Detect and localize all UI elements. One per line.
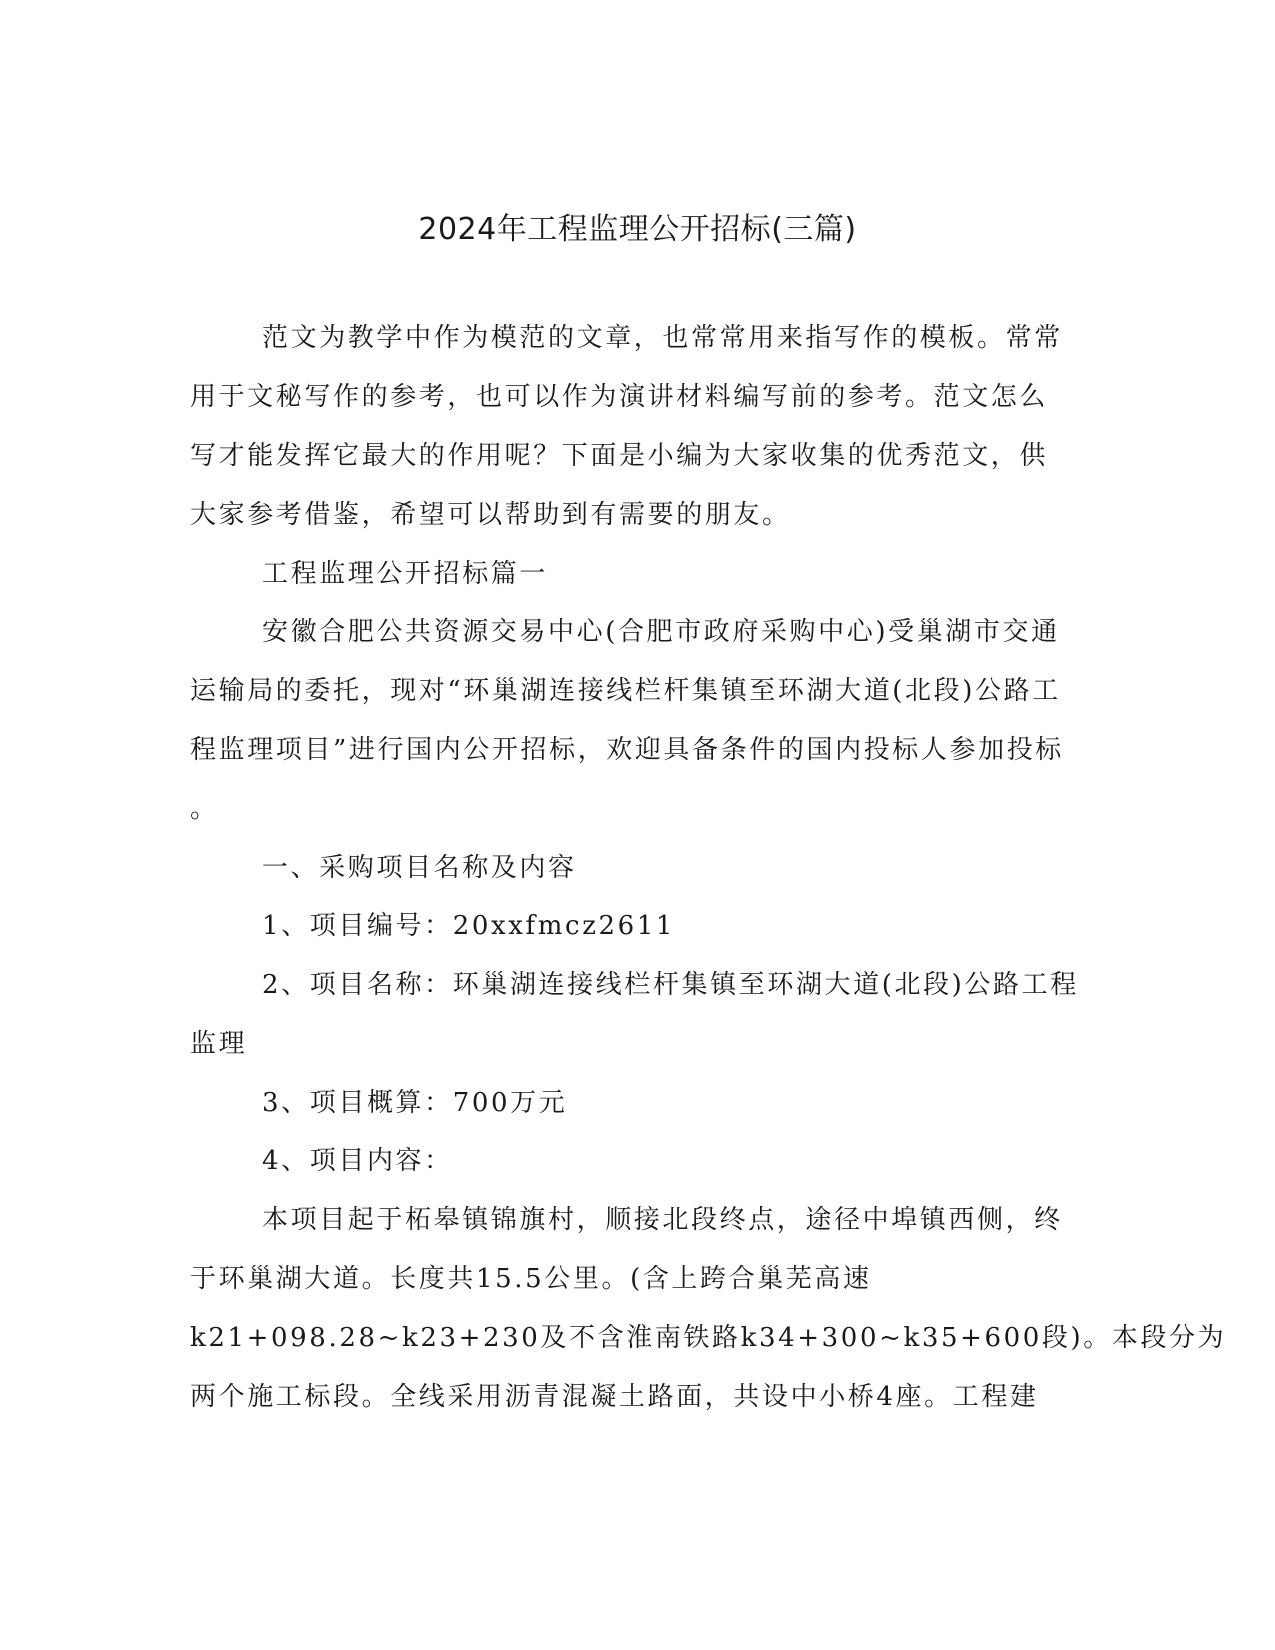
list-item: 4、项目内容： — [262, 1146, 453, 1176]
paragraph-line: 用于文秘写作的参考，也可以作为演讲材料编写前的参考。范文怎么 — [190, 382, 1049, 412]
list-item-continuation: 监理 — [190, 1029, 248, 1059]
document-title: 2024年工程监理公开招标(三篇) — [418, 212, 857, 247]
paragraph-line: 写才能发挥它最大的作用呢？下面是小编为大家收集的优秀范文，供 — [190, 441, 1049, 471]
paragraph-line: 范文为教学中作为模范的文章，也常常用来指写作的模板。常常 — [262, 323, 1063, 353]
list-item: 2、项目名称：环巢湖连接线栏杆集镇至环湖大道(北段)公路工程 — [262, 970, 1079, 1000]
paragraph-line: 程监理项目”进行国内公开招标，欢迎具备条件的国内投标人参加投标 — [190, 735, 1064, 765]
section-heading: 工程监理公开招标篇一 — [262, 559, 549, 589]
paragraph-line: 于环巢湖大道。长度共15.5公里。(含上跨合巢芜高速 — [190, 1264, 872, 1294]
list-item: 1、项目编号：20xxfmcz2611 — [262, 911, 676, 941]
paragraph-line: 大家参考借鉴，希望可以帮助到有需要的朋友。 — [190, 500, 791, 530]
paragraph-line: 安徽合肥公共资源交易中心(合肥市政府采购中心)受巢湖市交通 — [262, 617, 1060, 647]
paragraph-line: k21+098.28~k23+230及不含淮南铁路k34+300~k35+600段)。本段分为 — [190, 1323, 1227, 1353]
paragraph-line: 。 — [190, 794, 219, 824]
section-heading: 一、采购项目名称及内容 — [262, 853, 577, 883]
paragraph-line: 运输局的委托，现对“环巢湖连接线栏杆集镇至环湖大道(北段)公路工 — [190, 676, 1061, 706]
list-item: 3、项目概算：700万元 — [262, 1088, 568, 1118]
paragraph-line: 本项目起于柘皋镇锦旗村，顺接北段终点，途径中埠镇西侧，终 — [262, 1205, 1063, 1235]
paragraph-line: 两个施工标段。全线采用沥青混凝土路面，共设中小桥4座。工程建 — [190, 1382, 1039, 1412]
